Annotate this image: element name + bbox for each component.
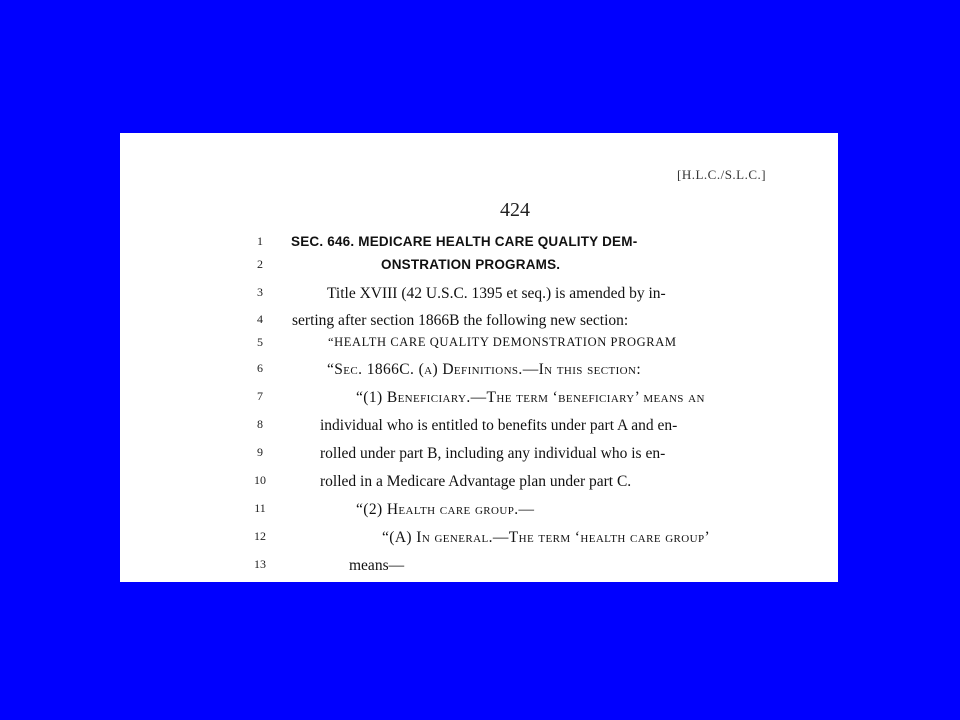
line-text: serting after section 1866B the following new section: bbox=[292, 312, 629, 329]
line-number: 2 bbox=[257, 257, 263, 271]
line-number: 9 bbox=[257, 445, 263, 459]
document-line bbox=[120, 335, 838, 359]
line-number: 3 bbox=[257, 285, 263, 299]
document-line bbox=[120, 389, 838, 413]
line-number: 8 bbox=[257, 417, 263, 431]
line-text: individual who is entitled to benefits under part A and en- bbox=[320, 417, 678, 434]
document-line bbox=[120, 557, 838, 581]
document-line bbox=[120, 501, 838, 525]
section-heading: SEC. 646. MEDICARE HEALTH CARE QUALITY DEM- bbox=[291, 234, 638, 249]
page-number: 424 bbox=[500, 199, 530, 221]
document-line bbox=[120, 257, 838, 281]
header-code: [H.L.C./S.L.C.] bbox=[677, 167, 767, 182]
line-number: 7 bbox=[257, 389, 263, 403]
program-heading: “HEALTH CARE QUALITY DEMONSTRATION PROGRAM bbox=[328, 335, 677, 349]
line-number: 10 bbox=[254, 473, 266, 487]
line-number: 6 bbox=[257, 361, 263, 375]
document-line bbox=[120, 312, 838, 336]
line-text: “Sec. 1866C. (a) Definitions.—In this section: bbox=[327, 361, 642, 378]
line-number: 1 bbox=[257, 234, 263, 248]
document-line bbox=[120, 234, 838, 258]
line-number: 5 bbox=[257, 335, 263, 349]
line-text: rolled under part B, including any individual who is en- bbox=[320, 445, 666, 462]
document-page bbox=[120, 133, 838, 582]
line-text: rolled in a Medicare Advantage plan under part C. bbox=[320, 473, 632, 490]
document-line bbox=[120, 473, 838, 497]
line-text: “(1) Beneficiary.—The term ‘beneficiary’ means an bbox=[356, 389, 705, 406]
document-line bbox=[120, 361, 838, 385]
line-text: “(2) Health care group.— bbox=[356, 501, 535, 518]
line-text: means— bbox=[349, 557, 405, 574]
line-number: 12 bbox=[254, 529, 266, 543]
document-line bbox=[120, 417, 838, 441]
document-line bbox=[120, 445, 838, 469]
line-number: 11 bbox=[254, 501, 266, 515]
document-line bbox=[120, 529, 838, 553]
line-number: 4 bbox=[257, 312, 263, 326]
line-text: “(A) In general.—The term ‘health care group’ bbox=[382, 529, 711, 546]
line-number: 13 bbox=[254, 557, 266, 571]
document-line bbox=[120, 285, 838, 309]
section-heading-continued: ONSTRATION PROGRAMS. bbox=[381, 257, 561, 272]
line-text: Title XVIII (42 U.S.C. 1395 et seq.) is amended by in- bbox=[327, 285, 666, 302]
